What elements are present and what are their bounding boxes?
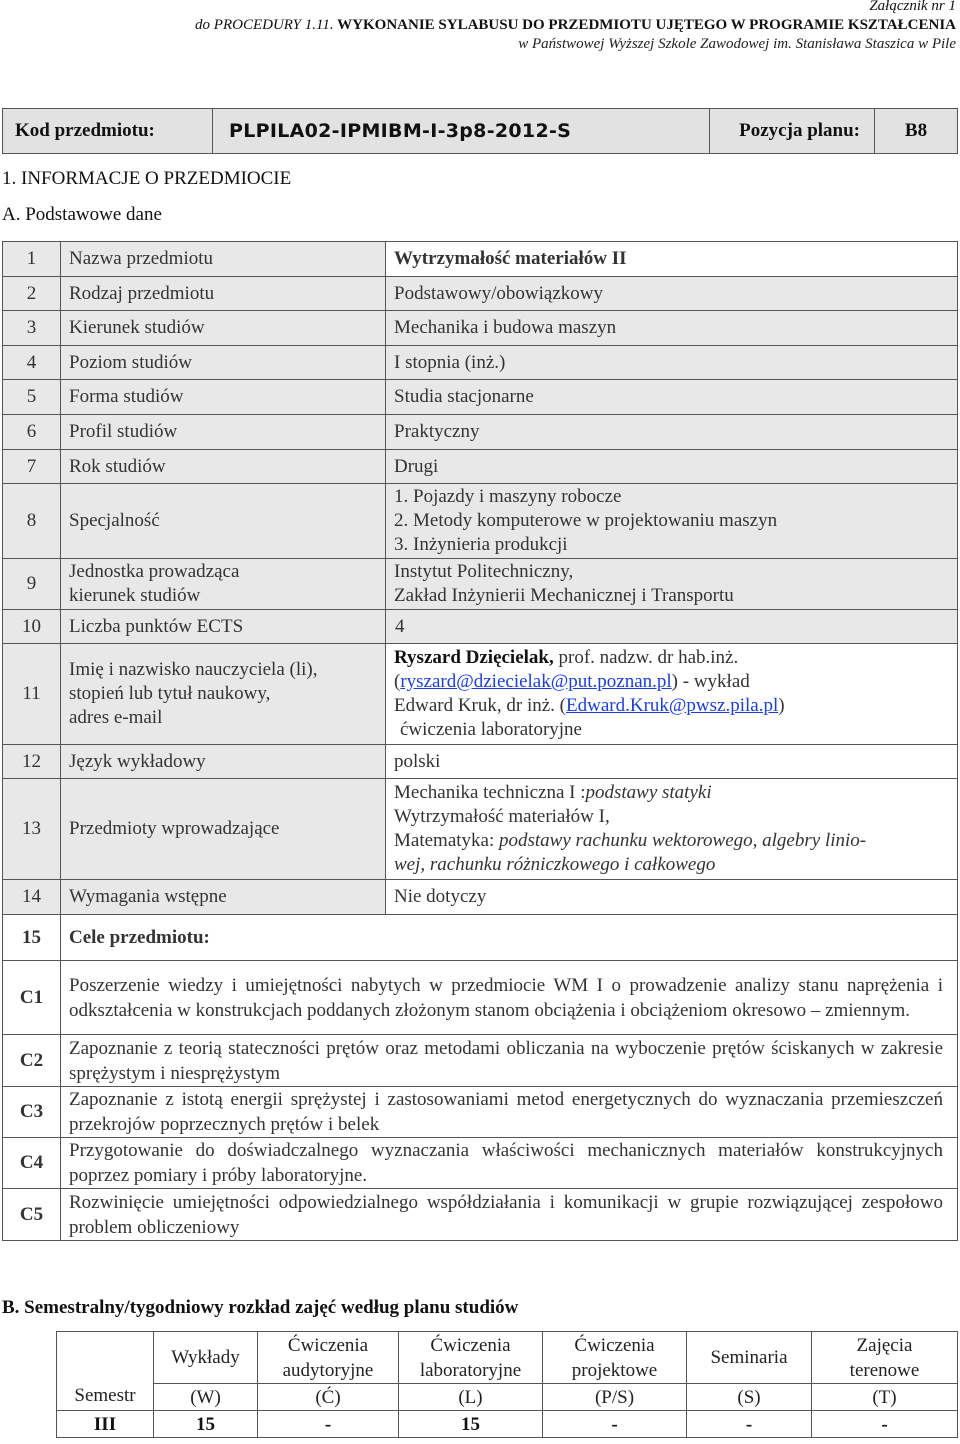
column-header: Ćwiczenia projektowe [543, 1332, 687, 1384]
goal-row: C5 Rozwinięcie umiejętności odpowiedzialnego współdziałania i komunikacji w grupie rozwiązującej zespołowo problem obliczeniowy [3, 1189, 958, 1241]
table-row: 7 Rok studiów Drugi [3, 450, 958, 484]
table-row: 9 Jednostka prowadząca kierunek studiów Instytut Politechniczny, Zakład Inżynierii Mechanicznej i Transportu [3, 559, 958, 610]
section-title-basic-data: A. Podstawowe dane [2, 204, 162, 225]
table-row: 1 Nazwa przedmiotu Wytrzymałość materiałów II [3, 242, 958, 277]
section-title-schedule: B. Semestralny/tygodniowy rozkład zajęć według planu studiów [2, 1297, 519, 1318]
position-label: Pozycja planu: [710, 109, 875, 154]
schedule-table [56, 1331, 958, 1438]
institution-name: w Państwowej Wyższej Szkole Zawodowej im. Stanisława Staszica w Pile [518, 36, 956, 52]
goal-row: C4 Przygotowanie do doświadczalnego wyznaczania właściwości mechanicznych materiałów konstrukcyjnych poprzez pomiary i próby laboratoryjne. [3, 1138, 958, 1189]
list-item: 1. Pojazdy i maszyny robocze [394, 486, 622, 507]
goals-header-row: 15 Cele przedmiotu: [3, 915, 958, 961]
prerequisite-courses: Mechanika techniczna I :podstawy statyki Wytrzymałość materiałów I, Matematyka: podstawy rachunku wektorowego, algebry linio- wej, rachunku różniczkowego i całkowego [386, 779, 958, 880]
course-name: Wytrzymałość materiałów II [386, 242, 958, 277]
table-row: 2 Rodzaj przedmiotu Podstawowy/obowiązkowy [3, 277, 958, 311]
table-row: 4 Poziom studiów I stopnia (inż.) [3, 346, 958, 380]
goal-row: C3 Zapoznanie z istotą energii sprężystej i zastosowaniami metod energetycznych do wyznaczania przemieszczeń przekrojów poprzecznych prętów i belek [3, 1087, 958, 1138]
column-header: Semestr [57, 1332, 154, 1411]
table-row: 13 Przedmioty wprowadzające Mechanika techniczna I :podstawy statyki Wytrzymałość materiałów I, Matematyka: podstawy rachunku wektorowego, algebry linio- wej, rachunku różniczkowego i całkowego [3, 779, 958, 880]
table-row: 6 Profil studiów Praktyczny [3, 415, 958, 450]
course-info-table [2, 241, 958, 1241]
list-item: 3. Inżynieria produkcji [394, 534, 568, 555]
document-header [195, 0, 956, 54]
course-code: PLPILA02-IPMIBM-I-3p8-2012-S [213, 109, 710, 154]
table-row: (W) (Ć) (L) (P/S) (S) (T) [57, 1384, 958, 1411]
attachment-label: Załącznik nr 1 [869, 0, 956, 14]
goals-title: Cele przedmiotu: [61, 915, 958, 961]
table-row: 5 Forma studiów Studia stacjonarne [3, 380, 958, 415]
teachers: Ryszard Dzięcielak, prof. nadzw. dr hab.inż. (ryszard@dziecielak@put.poznan.pl) - wykład Edward Kruk, dr inż. (Edward.Kruk@pwsz.pila.pl) ćwiczenia laboratoryjne [386, 644, 958, 745]
table-row: 14 Wymagania wstępne Nie dotyczy [3, 880, 958, 915]
organizational-unit: Instytut Politechniczny, Zakład Inżynierii Mechanicznej i Transportu [386, 559, 958, 610]
goal-row: C2 Zapoznanie z teorią stateczności prętów oraz metodami obliczania na wyboczenie prętów ściskanych w zakresie sprężystym i niesprężystym [3, 1035, 958, 1087]
plan-position: B8 [875, 109, 958, 154]
column-header: Zajęcia terenowe [812, 1332, 958, 1384]
code-label: Kod przedmiotu: [3, 109, 213, 154]
specializations [386, 484, 958, 559]
email-link[interactable]: Edward.Kruk@pwsz.pila.pl [566, 695, 779, 716]
table-row: 3 Kierunek studiów Mechanika i budowa maszyn [3, 311, 958, 346]
ects-points: 4 [386, 610, 958, 644]
list-item: 2. Metody komputerowe w projektowaniu maszyn [394, 510, 778, 531]
table-row: 12 Język wykładowy polski [3, 745, 958, 779]
column-header: Ćwiczenia audytoryjne [258, 1332, 399, 1384]
table-row [57, 1332, 958, 1384]
table-row: 11 Imię i nazwisko nauczyciela (li), stopień lub tytuł naukowy, adres e-mail Ryszard Dzięcielak, prof. nadzw. dr hab.inż. (ryszard@dziecielak@put.poznan.pl) - wykład Edward Kruk, dr inż. (Edward.Kruk@pwsz.pila.pl) ćwiczenia laboratoryjne [3, 644, 958, 745]
table-row: III 15 - 15 - - - [57, 1411, 958, 1438]
section-title-info: 1. INFORMACJE O PRZEDMIOCIE [2, 168, 292, 189]
course-code-table [2, 108, 958, 154]
goal-row: C1 Poszerzenie wiedzy i umiejętności nabytych w przedmiocie WM I o prowadzenie analizy stanu naprężenia i odkształcenia w konstrukcjach poddanych złożonym stanom obciążenia i obciążeniom okresowo – zmiennym. [3, 961, 958, 1035]
table-row: 10 Liczba punktów ECTS 4 [3, 610, 958, 644]
column-header: Seminaria [687, 1332, 812, 1384]
email-link[interactable]: ryszard@dziecielak@put.poznan.pl [400, 671, 672, 692]
procedure-title: do PROCEDURY 1.11. WYKONANIE SYLABUSU DO PRZEDMIOTU UJĘTEGO W PROGRAMIE KSZTAŁCENIA [195, 17, 956, 33]
column-header: Ćwiczenia laboratoryjne [399, 1332, 543, 1384]
table-row: 8 Specjalność 1. Pojazdy i maszyny robocze 2. Metody komputerowe w projektowaniu maszyn 3. Inżynieria produkcji [3, 484, 958, 559]
column-header: Wykłady [154, 1332, 258, 1384]
